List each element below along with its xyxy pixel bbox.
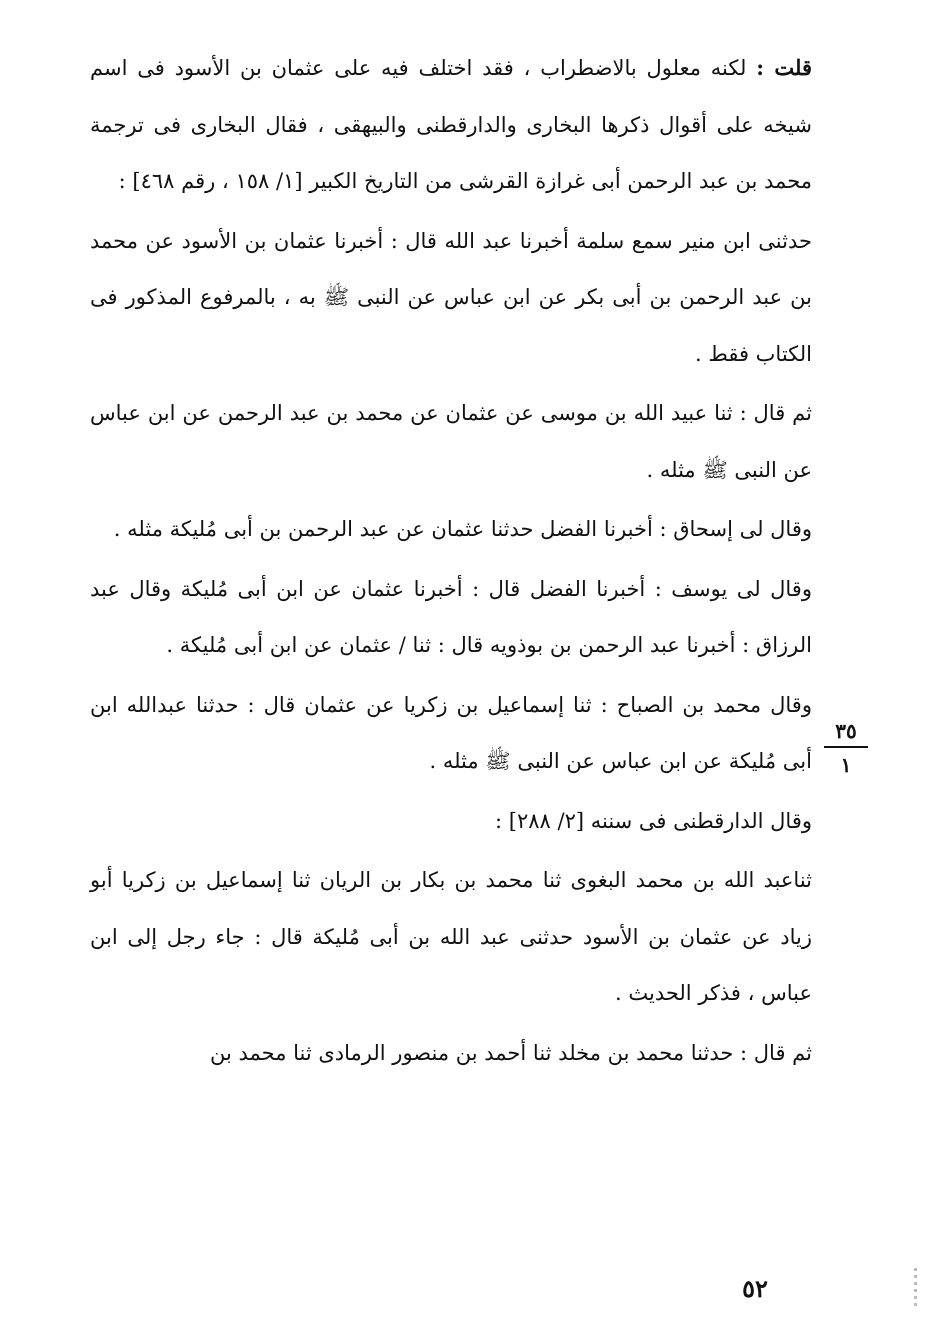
- paragraph-6: وقال محمد بن الصباح : ثنا إسماعيل بن زكريا عن عثمان قال : حدثنا عبدالله ابن أبى مُليكة عن ابن عباس عن النبى ﷺ مثله .: [90, 692, 812, 773]
- margin-folio-reference: [824, 718, 868, 778]
- paragraph-text: لكنه معلول بالاضطراب ، فقد اختلف فيه على عثمان بن الأسود فى اسم شيخه على أقوال ذكرها البخارى والدارقطنى والبيهقى ، فقال البخارى فى ترجمة محمد بن عبد الرحمن أبى غرازة القرشى من التاريخ الكبير [١/ ١٥٨ ، رقم ٤٦٨] :: [90, 56, 812, 193]
- paragraph-4: وقال لى إسحاق : أخبرنا الفضل حدثنا عثمان عن عبد الرحمن بن أبى مُليكة مثله .: [113, 517, 812, 541]
- paragraph-1: [90, 40, 812, 210]
- paragraph-3: ثم قال : ثنا عبيد الله بن موسى عن عثمان عن محمد بن عبد الرحمن عن ابن عباس عن النبى ﷺ مثله .: [90, 401, 812, 482]
- page-number: ٥٢: [742, 1274, 768, 1303]
- paragraph-8: ثناعبد الله بن محمد البغوى ثنا محمد بن بكار بن الريان ثنا إسماعيل بن زكريا أبو زياد عن عثمان بن الأسود حدثنى عبد الله بن أبى مُليكة قال : جاء رجل إلى ابن عباس ، فذكر الحديث .: [90, 868, 812, 1005]
- margin-folio-number: ٣٥: [824, 718, 868, 748]
- margin-folio-side: ١: [840, 753, 852, 777]
- paragraph-7: وقال الدارقطنى فى سننه [٢/ ٢٨٨] :: [495, 808, 812, 833]
- paragraph-9: ثم قال : حدثنا محمد بن مخلد ثنا أحمد بن منصور الرمادى ثنا محمد بن: [209, 1040, 812, 1065]
- paragraph-5: وقال لى يوسف : أخبرنا الفضل قال : أخبرنا عثمان عن ابن أبى مُليكة وقال عبد الرزاق : أخبرنا عبد الرحمن بن بوذويه قال : ثنا / عثمان عن ابن أبى مُليكة .: [90, 576, 812, 657]
- paragraph-label: قلت :: [756, 55, 812, 80]
- page-edge-mark: [914, 1268, 917, 1308]
- paragraph-2: حدثنى ابن منير سمع سلمة أخبرنا عبد الله قال : أخبرنا عثمان بن الأسود عن محمد بن عبد الرحمن بن أبى بكر عن ابن عباس عن النبى ﷺ به ، بالمرفوع المذكور فى الكتاب فقط .: [90, 228, 812, 366]
- main-text: [90, 40, 812, 1081]
